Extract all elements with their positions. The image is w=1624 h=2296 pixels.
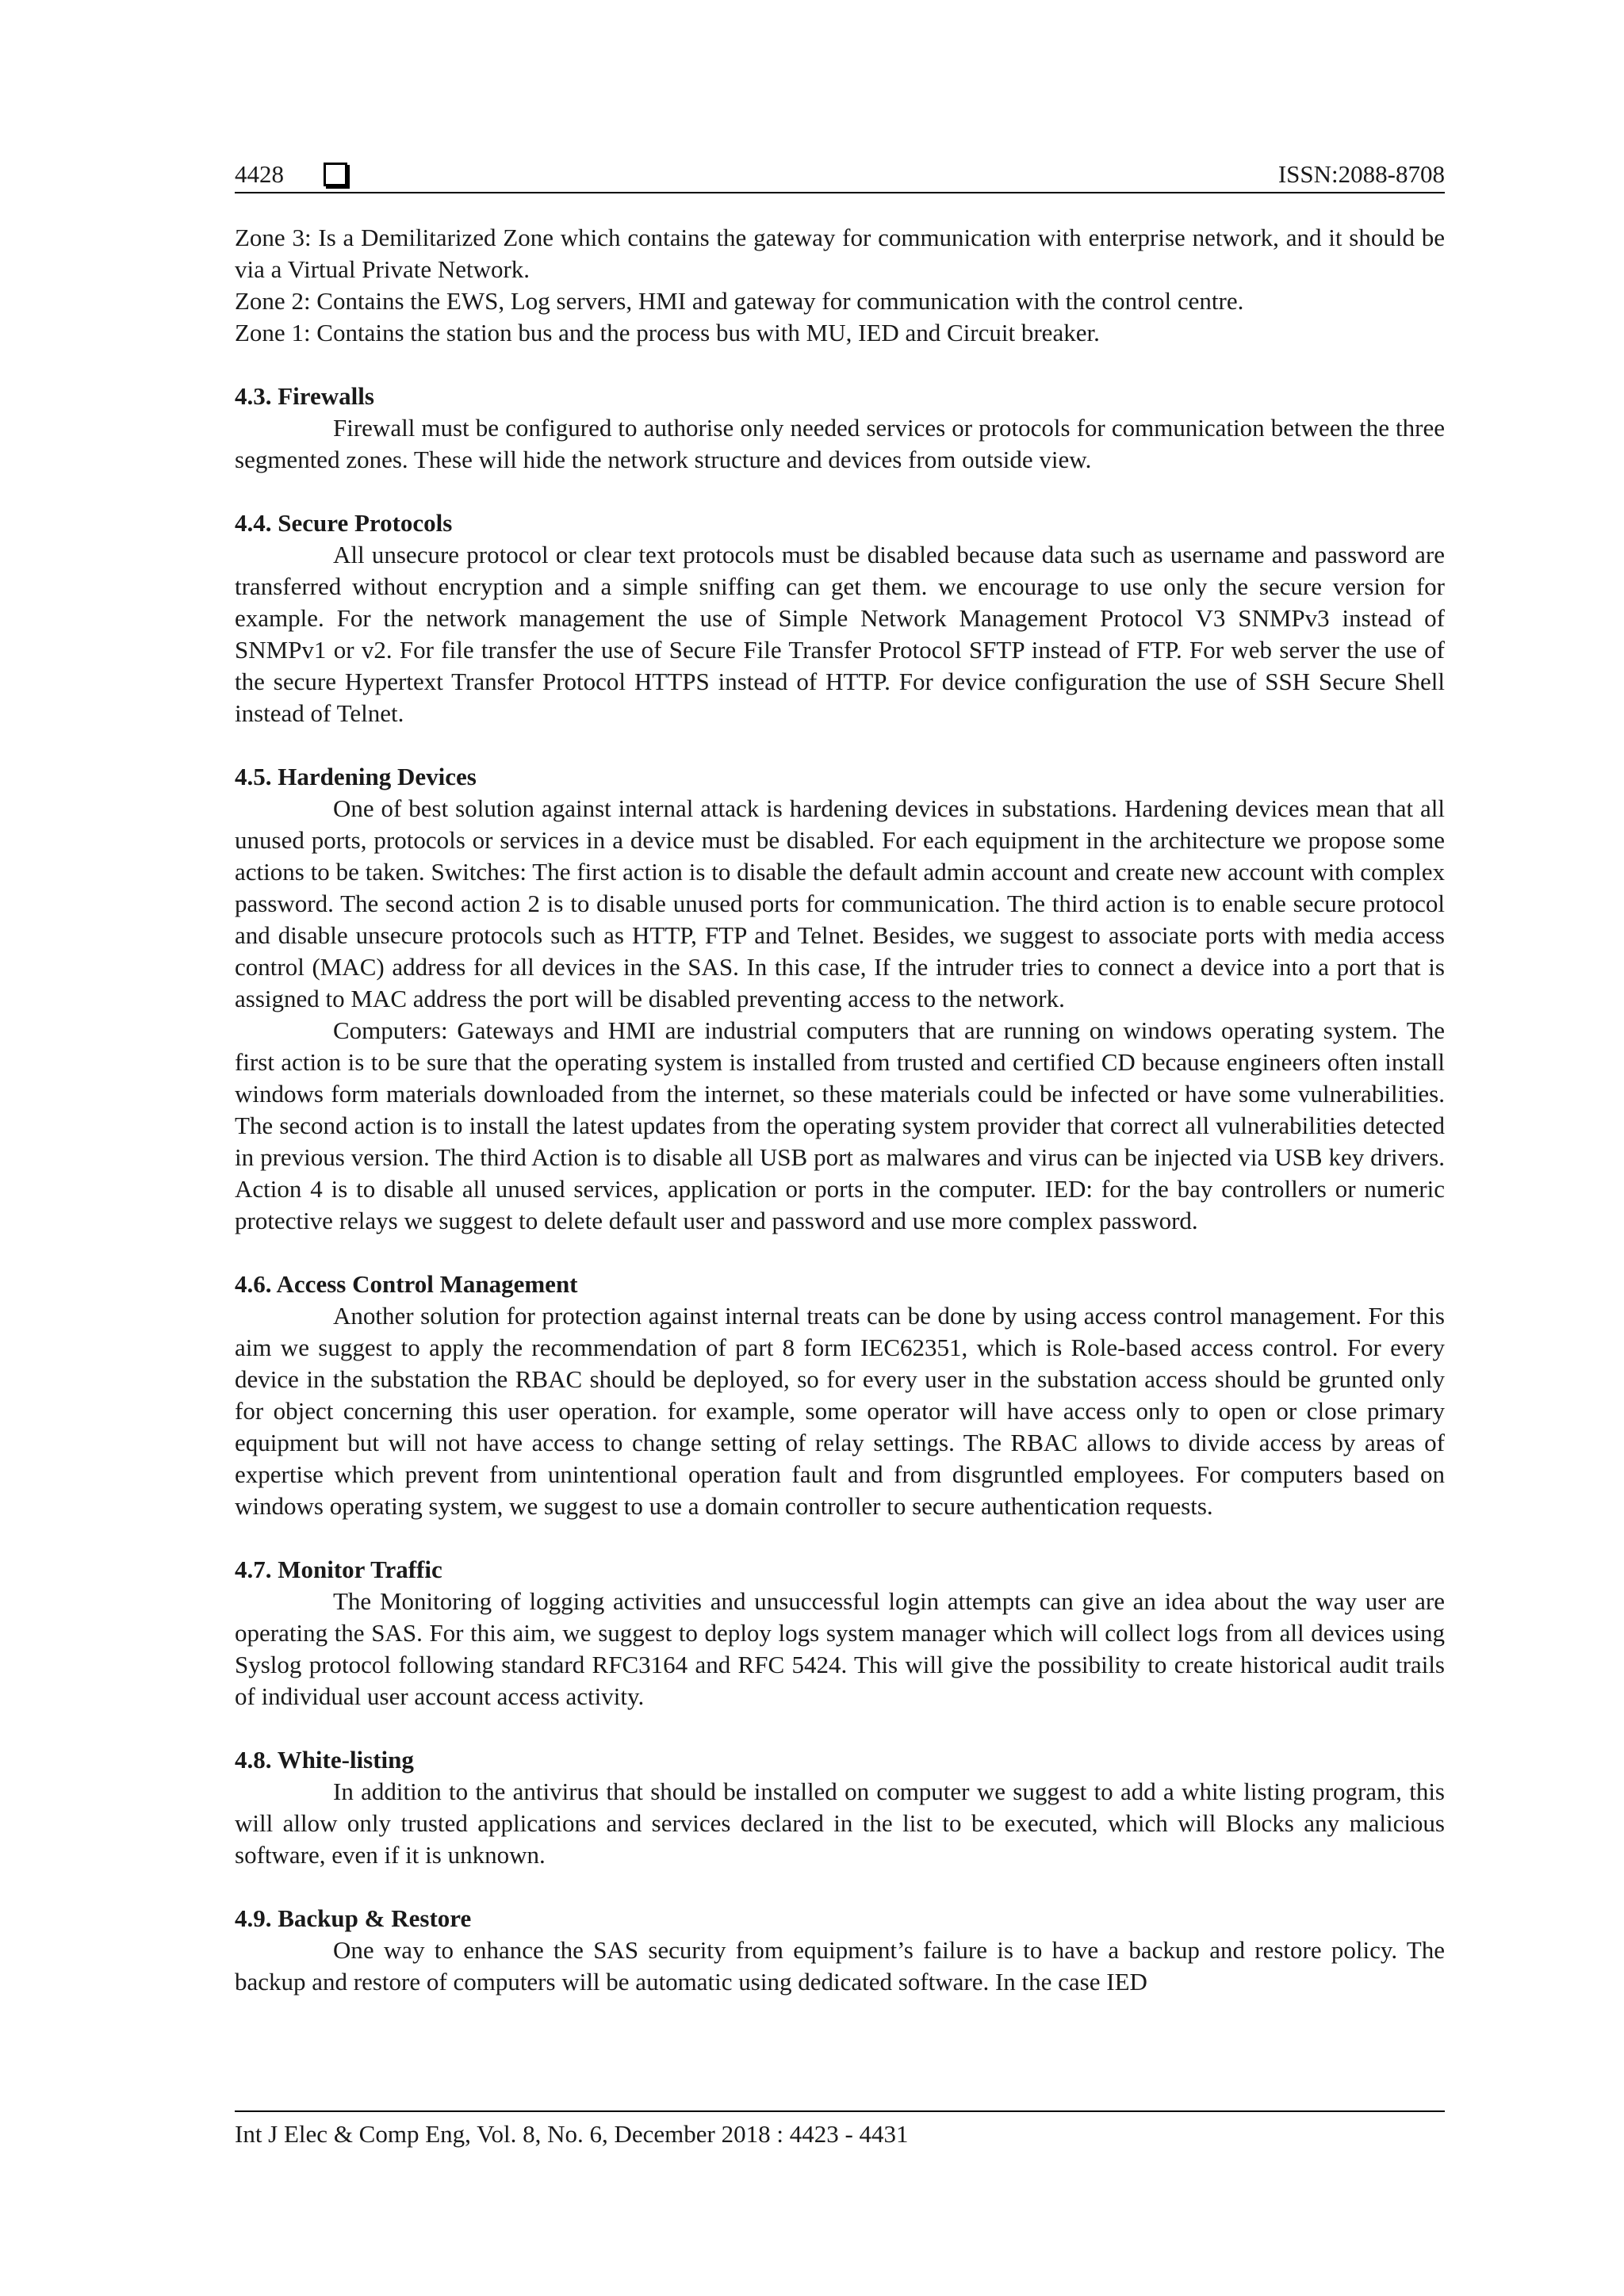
zone-1-text: Zone 1: Contains the station bus and the process bus with MU, IED and Circuit breaker. bbox=[235, 319, 1100, 346]
section-paragraph: One way to enhance the SAS security from equipment’s failure is to have a backup and restore policy. The backup and restore of computers will be automatic using dedicated software. In the case IED bbox=[235, 1936, 1445, 1996]
section-paragraph: All unsecure protocol or clear text protocols must be disabled because data such as username and password are transferred without encryption and a simple sniffing can get them. we encourage to use only the secure version for example. For the network management the use of Simple Network Management Protocol V3 SNMPv3 instead of SNMPv1 or v2. For file transfer the use of Secure File Transfer Protocol SFTP instead of FTP. For web server the use of the secure Hypertext Transfer Protocol HTTPS instead of HTTP. For device configuration the use of SSH Secure Shell instead of Telnet. bbox=[235, 541, 1445, 727]
section-heading-monitor-traffic: 4.7. Monitor Traffic bbox=[235, 1556, 442, 1583]
section-heading-backup-restore: 4.9. Backup & Restore bbox=[235, 1904, 472, 1932]
checkbox-square-icon bbox=[324, 163, 347, 186]
page-footer bbox=[235, 2110, 1445, 2152]
journal-citation: Int J Elec & Comp Eng, Vol. 8, No. 6, December 2018 : 4423 - 4431 bbox=[235, 2120, 909, 2148]
zone-2-text: Zone 2: Contains the EWS, Log servers, HMI and gateway for communication with the control centre. bbox=[235, 287, 1244, 315]
section-paragraph: Firewall must be configured to authorise only needed services or protocols for communication between the three segmented zones. These will hide the network structure and devices from outside view. bbox=[235, 414, 1445, 473]
section-heading-white-listing: 4.8. White-listing bbox=[235, 1746, 414, 1774]
section-paragraph: One of best solution against internal attack is hardening devices in substations. Hardening devices mean that all unused ports, protocols or services in a device must be disabled. For each equipment in the architecture we propose some actions to be taken. Switches: The first action is to disable the default admin account and create new account with complex password. The second action 2 is to disable unused ports for communication. The third action is to enable secure protocol and disable unsecure protocols such as HTTP, FTP and Telnet. Besides, we suggest to associate ports with media access control (MAC) address for all devices in the SAS. In this case, If the intruder tries to connect a device into a port that is assigned to MAC address the port will be disabled preventing access to the network. bbox=[235, 794, 1445, 1012]
section-heading-access-control: 4.6. Access Control Management bbox=[235, 1270, 578, 1298]
page-number: 4428 bbox=[235, 160, 284, 188]
section-heading-hardening-devices: 4.5. Hardening Devices bbox=[235, 763, 477, 790]
section-paragraph: Another solution for protection against internal treats can be done by using access control management. For this aim we suggest to apply the recommendation of part 8 form IEC62351, which is Role-based access control. For every device in the substation the RBAC should be deployed, so for every user in the substation access should be grunted only for object concerning this user operation. for example, some operator will have access only to open or close primary equipment but will not have access to change setting of relay settings. The RBAC allows to divide access by areas of expertise which prevent from unintentional operation fault and from disgruntled employees. For computers based on windows operating system, we suggest to use a domain controller to secure authentication requests. bbox=[235, 1302, 1445, 1520]
section-paragraph: In addition to the antivirus that should be installed on computer we suggest to add a white listing program, this will allow only trusted applications and services declared in the list to be executed, which will Blocks any malicious software, even if it is unknown. bbox=[235, 1777, 1445, 1869]
body-text bbox=[235, 222, 1445, 1998]
section-heading-secure-protocols: 4.4. Secure Protocols bbox=[235, 509, 453, 537]
page-header bbox=[235, 157, 1445, 193]
issn: ISSN:2088-8708 bbox=[1277, 160, 1445, 188]
zone-3-text: Zone 3: Is a Demilitarized Zone which contains the gateway for communication with enterprise network, and it should be via a Virtual Private Network. bbox=[235, 224, 1445, 283]
section-paragraph: The Monitoring of logging activities and unsuccessful login attempts can give an idea about the way user are operating the SAS. For this aim, we suggest to deploy logs system manager which will collect logs from all devices using Syslog protocol following standard RFC3164 and RFC 5424. This will give the possibility to create historical audit trails of individual user account access activity. bbox=[235, 1587, 1445, 1710]
section-paragraph: Computers: Gateways and HMI are industrial computers that are running on windows operating system. The first action is to be sure that the operating system is installed from trusted and certified CD because engineers often install windows form materials downloaded from the internet, so these materials could be infected or have some vulnerabilities. The second action is to install the latest updates from the operating system provider that correct all vulnerabilities detected in previous version. The third Action is to disable all USB port as malwares and virus can be injected via USB key drivers. Action 4 is to disable all unused services, application or ports in the computer. IED: for the bay controllers or numeric protective relays we suggest to delete default user and password and use more complex password. bbox=[235, 1016, 1445, 1234]
section-heading-firewalls: 4.3. Firewalls bbox=[235, 382, 374, 410]
